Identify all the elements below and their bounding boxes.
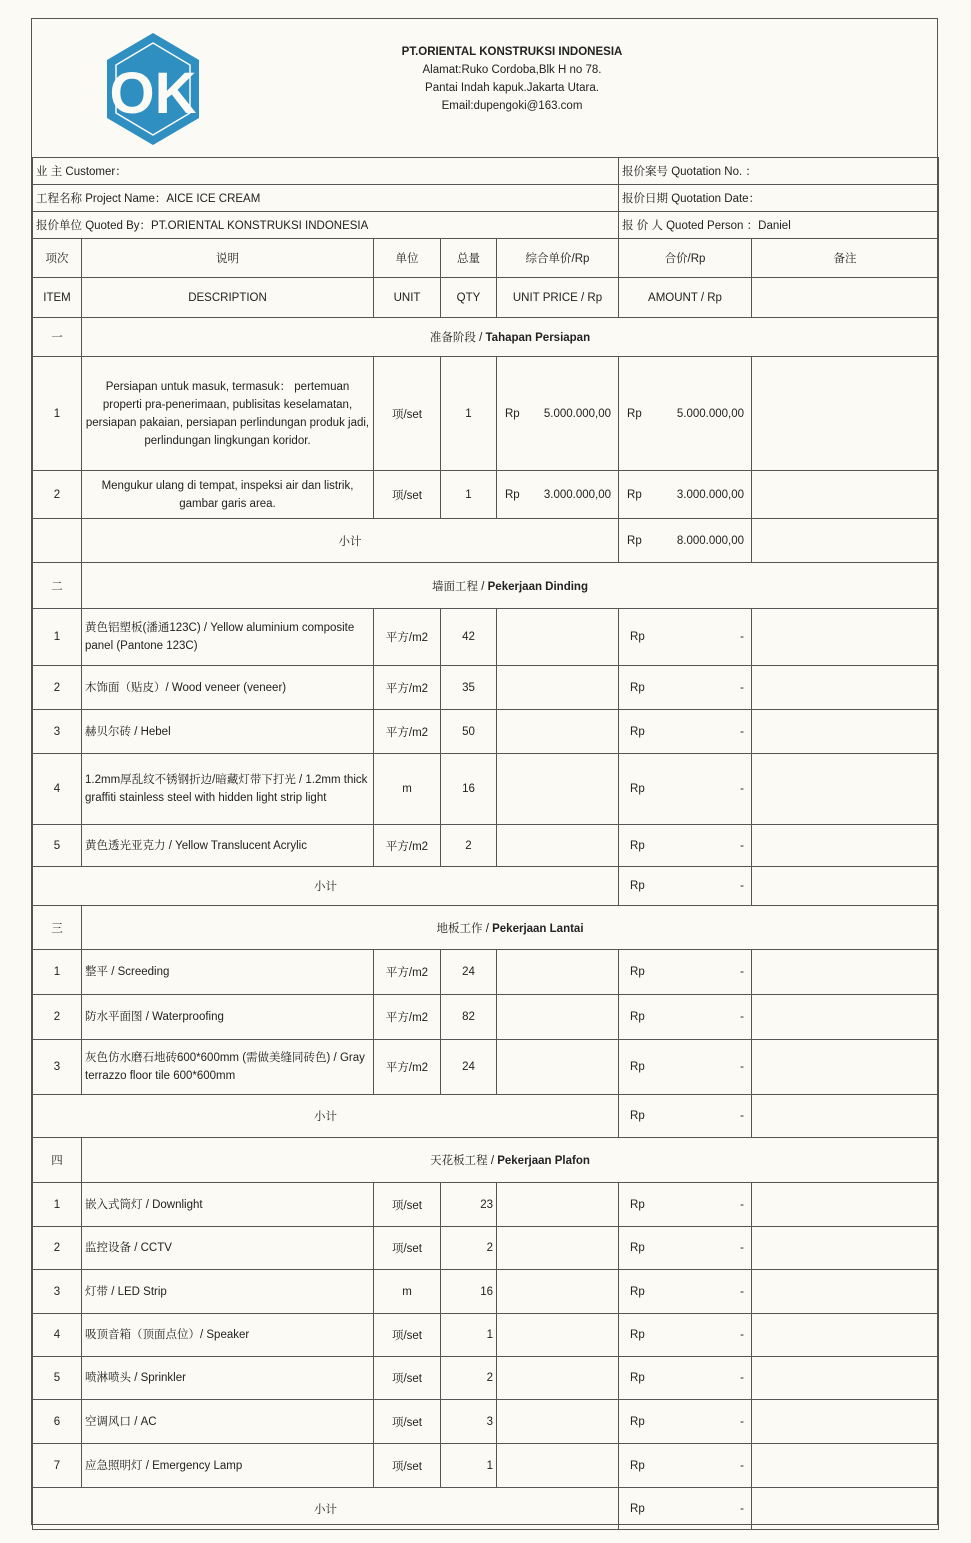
item-remark xyxy=(752,825,939,867)
currency-label: Rp xyxy=(630,1061,645,1073)
col-header-en: DESCRIPTION xyxy=(82,278,374,318)
col-header-cn: 综合单价/Rp xyxy=(497,239,619,278)
item-unit: 项/set xyxy=(374,357,441,471)
subtotal-label: 小计 xyxy=(33,1488,619,1530)
currency-label: Rp xyxy=(627,407,642,420)
item-description: 木饰面（贴皮）/ Wood veneer (veneer) xyxy=(82,666,374,710)
item-remark xyxy=(752,609,939,666)
item-amount xyxy=(619,1040,752,1095)
item-description: 整平 / Screeding xyxy=(82,950,374,995)
currency-label: Rp xyxy=(630,1372,645,1384)
item-unit-price xyxy=(497,825,619,867)
subtotal-value: - xyxy=(740,1502,745,1515)
item-amount xyxy=(619,609,752,666)
item-qty: 23 xyxy=(441,1183,497,1227)
table-row xyxy=(33,754,939,825)
currency-label: Rp xyxy=(630,1242,645,1254)
section-title-cn: 墙面工程 / xyxy=(432,580,488,593)
subtotal-amount xyxy=(619,1095,752,1138)
table-row xyxy=(33,666,939,710)
item-amount xyxy=(619,995,752,1040)
item-number: 2 xyxy=(33,471,82,519)
item-number: 1 xyxy=(33,950,82,995)
section-title-id: Pekerjaan Lantai xyxy=(492,922,584,935)
subtotal-row xyxy=(33,1095,939,1138)
subtotal-amount xyxy=(619,867,752,906)
table-row xyxy=(33,609,939,666)
currency-label: Rp xyxy=(627,488,642,501)
amount-value: - xyxy=(740,1011,745,1023)
subtotal-remark xyxy=(752,1095,939,1138)
item-unit-price xyxy=(497,357,619,471)
item-unit-price xyxy=(497,710,619,754)
item-number: 5 xyxy=(33,1357,82,1400)
item-qty: 1 xyxy=(441,471,497,519)
item-unit: 项/set xyxy=(374,1357,441,1400)
currency-label: Rp xyxy=(630,1502,645,1515)
col-header-en: AMOUNT / Rp xyxy=(619,278,752,318)
item-amount xyxy=(619,950,752,995)
item-description: 黄色铝塑板(潘通123C) / Yellow aluminium composite panel (Pantone 123C) xyxy=(82,609,374,666)
amount-value: - xyxy=(740,1242,745,1254)
subtotal-value: - xyxy=(740,880,745,892)
subtotal-remark xyxy=(752,1488,939,1530)
item-qty: 3 xyxy=(441,1400,497,1444)
currency-label: Rp xyxy=(630,880,645,892)
item-unit-price xyxy=(497,1183,619,1227)
section-title xyxy=(82,906,939,950)
item-qty: 16 xyxy=(441,1270,497,1314)
item-unit-price xyxy=(497,609,619,666)
subtotal-remark xyxy=(752,867,939,906)
amount-value: - xyxy=(740,725,745,738)
svg-text:OK: OK xyxy=(109,61,197,126)
item-description: 喷淋喷头 / Sprinkler xyxy=(82,1357,374,1400)
amount-value: - xyxy=(740,1061,745,1073)
amount-value: - xyxy=(740,631,745,643)
item-unit: 平方/m2 xyxy=(374,666,441,710)
item-unit: 项/set xyxy=(374,1314,441,1357)
item-qty: 2 xyxy=(441,1227,497,1270)
item-qty: 35 xyxy=(441,666,497,710)
quoted-person-field: 报 价 人 Quoted Person ：Daniel xyxy=(619,212,939,239)
section-title-id: Pekerjaan Dinding xyxy=(487,580,588,593)
currency-label: Rp xyxy=(630,681,645,694)
section-title-id: Pekerjaan Plafon xyxy=(497,1155,590,1167)
amount-value: - xyxy=(740,839,745,852)
item-qty: 1 xyxy=(441,357,497,471)
col-header-en: UNIT PRICE / Rp xyxy=(497,278,619,318)
item-number: 3 xyxy=(33,710,82,754)
item-amount xyxy=(619,1227,752,1270)
item-remark xyxy=(752,754,939,825)
info-row-customer xyxy=(33,158,939,185)
item-description: 监控设备 / CCTV xyxy=(82,1227,374,1270)
item-remark xyxy=(752,710,939,754)
col-header-cn: 项次 xyxy=(33,239,82,278)
amount-value: - xyxy=(740,1198,745,1211)
item-remark xyxy=(752,1357,939,1400)
item-qty: 2 xyxy=(441,1357,497,1400)
table-row xyxy=(33,1357,939,1400)
subtotal-label: 小计 xyxy=(33,867,619,906)
item-unit-price xyxy=(497,1040,619,1095)
item-unit-price xyxy=(497,754,619,825)
currency-label: Rp xyxy=(630,839,645,852)
info-row-quoted xyxy=(33,212,939,239)
currency-label: Rp xyxy=(505,488,520,501)
item-description: 灯带 / LED Strip xyxy=(82,1270,374,1314)
currency-label: Rp xyxy=(630,1110,645,1122)
item-qty: 82 xyxy=(441,995,497,1040)
amount-value: - xyxy=(740,681,745,694)
item-qty: 42 xyxy=(441,609,497,666)
item-unit-price xyxy=(497,1314,619,1357)
subtotal-spacer xyxy=(33,519,82,563)
amount-value: - xyxy=(740,966,745,978)
table-row xyxy=(33,1227,939,1270)
currency-label: Rp xyxy=(630,1285,645,1298)
section-number: 一 xyxy=(33,318,82,357)
item-unit-price xyxy=(497,1270,619,1314)
item-unit-price xyxy=(497,1444,619,1488)
item-remark xyxy=(752,1183,939,1227)
currency-label: Rp xyxy=(630,966,645,978)
section-title-cn: 天花板工程 / xyxy=(430,1155,498,1167)
table-row xyxy=(33,995,939,1040)
item-description: 防水平面图 / Waterproofing xyxy=(82,995,374,1040)
item-remark xyxy=(752,1314,939,1357)
col-header-cn: 单位 xyxy=(374,239,441,278)
item-unit: 项/set xyxy=(374,1227,441,1270)
item-unit: 项/set xyxy=(374,471,441,519)
table-row xyxy=(33,1314,939,1357)
table-row xyxy=(33,1040,939,1095)
subtotal-label: 小计 xyxy=(82,519,619,563)
item-unit: 平方/m2 xyxy=(374,950,441,995)
section-title-id: Tahapan Persiapan xyxy=(485,332,591,344)
item-amount xyxy=(619,1314,752,1357)
item-unit: 平方/m2 xyxy=(374,710,441,754)
item-remark xyxy=(752,666,939,710)
item-amount xyxy=(619,1444,752,1488)
amount-value: - xyxy=(740,1459,745,1472)
item-number: 1 xyxy=(33,609,82,666)
item-amount xyxy=(619,754,752,825)
section-number: 二 xyxy=(33,563,82,609)
item-number: 2 xyxy=(33,1227,82,1270)
company-name: PT.ORIENTAL KONSTRUKSI INDONESIA xyxy=(401,46,623,58)
table-row xyxy=(33,825,939,867)
item-unit: m xyxy=(374,1270,441,1314)
customer-field: 业 主 Customer： xyxy=(33,158,619,185)
item-number: 6 xyxy=(33,1400,82,1444)
item-qty: 1 xyxy=(441,1444,497,1488)
item-unit: 平方/m2 xyxy=(374,995,441,1040)
info-row-project xyxy=(33,185,939,212)
amount-value: - xyxy=(740,1329,745,1341)
subtotal-remark xyxy=(752,519,939,563)
item-description: 吸顶音箱（顶面点位）/ Speaker xyxy=(82,1314,374,1357)
item-amount xyxy=(619,1270,752,1314)
document-header xyxy=(32,19,937,157)
currency-label: Rp xyxy=(630,1329,645,1341)
currency-label: Rp xyxy=(630,631,645,643)
item-description: 嵌入式筒灯 / Downlight xyxy=(82,1183,374,1227)
col-header-en: QTY xyxy=(441,278,497,318)
col-header-cn: 备注 xyxy=(752,239,939,278)
item-remark xyxy=(752,995,939,1040)
quotation-no-field: 报价案号 Quotation No. ： xyxy=(619,158,939,185)
item-description: 应急照明灯 / Emergency Lamp xyxy=(82,1444,374,1488)
amount-value: - xyxy=(740,1372,745,1384)
amount-value: - xyxy=(740,1415,745,1428)
item-remark xyxy=(752,1040,939,1095)
table-row xyxy=(33,471,939,519)
item-number: 3 xyxy=(33,1270,82,1314)
item-unit: 项/set xyxy=(374,1444,441,1488)
item-remark xyxy=(752,950,939,995)
item-unit: m xyxy=(374,754,441,825)
item-amount xyxy=(619,1183,752,1227)
item-unit-price xyxy=(497,995,619,1040)
item-qty: 1 xyxy=(441,1314,497,1357)
item-unit-price xyxy=(497,471,619,519)
company-info xyxy=(362,43,662,115)
item-unit: 平方/m2 xyxy=(374,825,441,867)
section-title xyxy=(82,563,939,609)
table-row xyxy=(33,710,939,754)
table-row xyxy=(33,1400,939,1444)
table-row xyxy=(33,1444,939,1488)
company-email: Email:dupengoki@163.com xyxy=(441,100,583,112)
subtotal-row xyxy=(33,1488,939,1530)
section-row xyxy=(33,906,939,950)
amount-value: - xyxy=(740,783,745,795)
item-amount xyxy=(619,471,752,519)
item-qty: 50 xyxy=(441,710,497,754)
amount-value: 3.000.000,00 xyxy=(676,488,745,501)
section-title-cn: 地板工作 / xyxy=(436,922,493,935)
header-row-en xyxy=(33,278,939,318)
amount-value: - xyxy=(740,1285,745,1298)
item-unit: 项/set xyxy=(374,1400,441,1444)
item-number: 4 xyxy=(33,754,82,825)
item-unit-price xyxy=(497,1227,619,1270)
item-description: 空调风口 / AC xyxy=(82,1400,374,1444)
item-unit: 平方/m2 xyxy=(374,1040,441,1095)
subtotal-value: - xyxy=(740,1110,745,1122)
unit-price-value: 3.000.000,00 xyxy=(543,488,612,501)
item-remark xyxy=(752,1444,939,1488)
item-qty: 2 xyxy=(441,825,497,867)
currency-label: Rp xyxy=(630,1011,645,1023)
currency-label: Rp xyxy=(505,407,520,420)
col-header-cn: 总量 xyxy=(441,239,497,278)
currency-label: Rp xyxy=(630,1415,645,1428)
section-title-cn: 准备阶段 / xyxy=(429,332,486,344)
item-remark xyxy=(752,1227,939,1270)
section-row xyxy=(33,1138,939,1183)
item-number: 1 xyxy=(33,1183,82,1227)
quotation-date-field: 报价日期 Quotation Date： xyxy=(619,185,939,212)
item-remark xyxy=(752,1270,939,1314)
section-row xyxy=(33,318,939,357)
col-header-en: ITEM xyxy=(33,278,82,318)
amount-value: 5.000.000,00 xyxy=(676,407,745,420)
item-number: 5 xyxy=(33,825,82,867)
section-row xyxy=(33,563,939,609)
item-unit: 平方/m2 xyxy=(374,609,441,666)
project-name-field: 工程名称 Project Name：AICE ICE CREAM xyxy=(33,185,619,212)
item-number: 2 xyxy=(33,995,82,1040)
col-header-en xyxy=(752,278,939,318)
col-header-cn: 说明 xyxy=(82,239,374,278)
item-qty: 16 xyxy=(441,754,497,825)
item-amount xyxy=(619,1357,752,1400)
item-description: Mengukur ulang di tempat, inspeksi air dan listrik, gambar garis area. xyxy=(82,471,374,519)
currency-label: Rp xyxy=(630,783,645,795)
quotation-table xyxy=(32,157,939,1530)
item-amount xyxy=(619,357,752,471)
item-qty: 24 xyxy=(441,950,497,995)
item-unit-price xyxy=(497,1400,619,1444)
currency-label: Rp xyxy=(630,725,645,738)
item-number: 4 xyxy=(33,1314,82,1357)
item-number: 2 xyxy=(33,666,82,710)
item-description: Persiapan untuk masuk, termasuk： pertemuan properti pra-penerimaan, publisitas keselamatan, persiapan pakaian, persiapan perlindungan produk jadi, perlindungan lingkungan koridor. xyxy=(82,357,374,471)
currency-label: Rp xyxy=(630,1198,645,1211)
item-amount xyxy=(619,710,752,754)
item-remark xyxy=(752,471,939,519)
item-unit-price xyxy=(497,950,619,995)
subtotal-value: 8.000.000,00 xyxy=(676,534,745,547)
company-logo xyxy=(105,31,201,147)
table-row xyxy=(33,357,939,471)
header-row-cn xyxy=(33,239,939,278)
subtotal-row xyxy=(33,519,939,563)
item-number: 7 xyxy=(33,1444,82,1488)
col-header-en: UNIT xyxy=(374,278,441,318)
item-unit-price xyxy=(497,666,619,710)
table-row xyxy=(33,1183,939,1227)
section-title xyxy=(82,318,939,357)
company-address-line1: Alamat:Ruko Cordoba,Blk H no 78. xyxy=(422,64,602,76)
item-remark xyxy=(752,357,939,471)
subtotal-amount xyxy=(619,519,752,563)
currency-label: Rp xyxy=(627,534,642,547)
item-description: 赫贝尔砖 / Hebel xyxy=(82,710,374,754)
currency-label: Rp xyxy=(630,1459,645,1472)
item-number: 3 xyxy=(33,1040,82,1095)
company-address-line2: Pantai Indah kapuk.Jakarta Utara. xyxy=(425,82,599,94)
unit-price-value: 5.000.000,00 xyxy=(543,407,612,420)
item-amount xyxy=(619,825,752,867)
item-description: 灰色仿水磨石地砖600*600mm (需做美缝同砖色) / Gray terrazzo floor tile 600*600mm xyxy=(82,1040,374,1095)
item-amount xyxy=(619,1400,752,1444)
subtotal-amount xyxy=(619,1488,752,1530)
item-unit-price xyxy=(497,1357,619,1400)
subtotal-label: 小计 xyxy=(33,1095,619,1138)
quoted-by-field: 报价单位 Quoted By：PT.ORIENTAL KONSTRUKSI INDONESIA xyxy=(33,212,619,239)
table-row xyxy=(33,1270,939,1314)
table-row xyxy=(33,950,939,995)
section-number: 三 xyxy=(33,906,82,950)
col-header-cn: 合价/Rp xyxy=(619,239,752,278)
quotation-document xyxy=(31,18,938,1525)
item-amount xyxy=(619,666,752,710)
subtotal-row xyxy=(33,867,939,906)
item-qty: 24 xyxy=(441,1040,497,1095)
item-number: 1 xyxy=(33,357,82,471)
section-number: 四 xyxy=(33,1138,82,1183)
item-unit: 项/set xyxy=(374,1183,441,1227)
item-description: 黄色透光亚克力 / Yellow Translucent Acrylic xyxy=(82,825,374,867)
item-description: 1.2mm厚乱纹不锈钢折边/暗藏灯带下打光 / 1.2mm thick graffiti stainless steel with hidden light strip light xyxy=(82,754,374,825)
section-title xyxy=(82,1138,939,1183)
item-remark xyxy=(752,1400,939,1444)
